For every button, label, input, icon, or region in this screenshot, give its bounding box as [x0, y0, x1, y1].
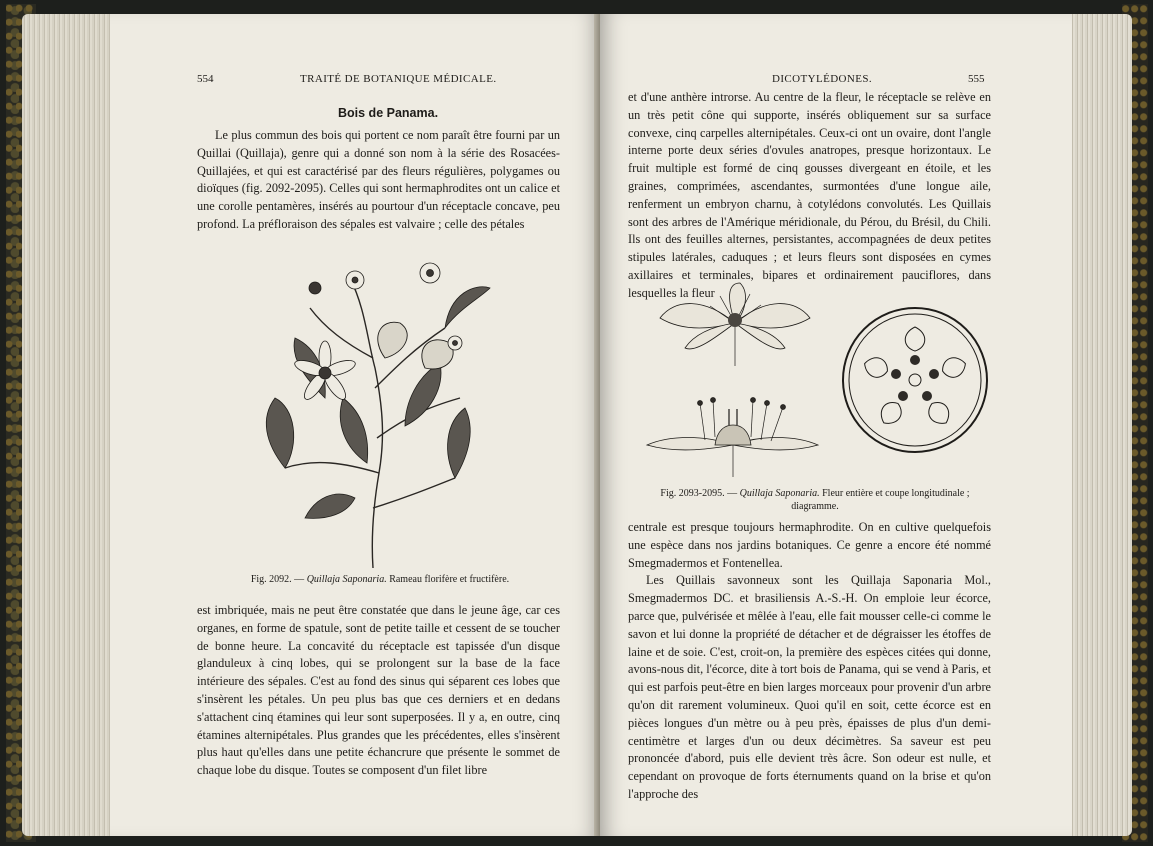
- right-text-bottom: [628, 519, 991, 804]
- left-text-bottom: [197, 602, 560, 780]
- right-running-head: DICOTYLÉDONES.: [772, 73, 873, 85]
- floral-diagram-illustration: [840, 305, 990, 455]
- right-figure-caption: [640, 487, 990, 513]
- left-paragraph-2: est imbriquée, mais ne peut être constatée que dans le jeune âge, car ces organes, en forme de spatule, sont de petite taille et cessent de se toucher de bonne heure. La concavité du réceptacle est tapissée d'un disque glanduleux à cinq lobes, qui se prolongent sur la base de la face intérieure des sépales. C'est au fond des sinus qui séparent ces lobes que s'insèrent les pétales. Un peu plus bas que ces derniers et en dedans s'attachent cinq étamines qui leur sont superposées. Il y a, en outre, cinq étamines alternipétales. Plus grandes que les précédentes, elles s'insèrent plus haut qu'elles dans une petite échancrure que présente le sommet de chaque lobe du disque. Toutes se composent d'un filet libre: [197, 603, 560, 778]
- left-paragraph-1: Le plus commun des bois qui portent ce nom paraît être fourni par un Quillai (Quillaja), genre qui a donné son nom à la série des Rosacées-Quillajées, et qui est caractérisé par des fleurs régulières, polygames ou dioïques (fig. 2092-2095). Celles qui sont hermaphrodites ont un calice et une corolle pentamères, insérés au pourtour d'un réceptacle concave, peu profond. La préfloraison des sépales est valvaire ; celle des pétales: [197, 128, 560, 231]
- left-caption-lead: Fig. 2092. —: [250, 574, 307, 585]
- right-paragraph-3: Les Quillais savonneux sont les Quillaja Saponaria Mol., Smegmadermos DC. et brasiliensis A.-S.-H. On emploie leur écorce, parce que, pulvérisée et mêlée à l'eau, elle fait mousser celle-ci comme le savon et lui donne la propriété de détacher et de dégraisser les étoffes de laine et de soie. C'est, croit-on, la première des espèces citées qui donne, avons-nous dit, l'écorce, dite à tort bois de Panama, qui se vend à Paris, et qui est parfois peut-être en bien larges morceaux pour provenir d'un arbre qu'on dit rarement volumineux. Quoi qu'il en soit, cette écorce est en pièces longues d'un mètre ou à peu près, épaisses de plus d'un demi-centimètre et larges d'un ou deux décimètres. Sa saveur est peu prononcée d'abord, puis elle devient très âcre. Son odeur est nulle, et cependant on provoque de forts éternuments quand on la brise et qu'on l'approche des: [628, 573, 991, 801]
- flower-longitudinal-section-illustration: [645, 395, 820, 480]
- left-text-top: [197, 127, 560, 234]
- right-text-top: [628, 89, 991, 303]
- quillaja-branch-illustration: [255, 248, 495, 570]
- right-caption-rest: Fleur entière et coupe longitudinale ; diagramme.: [791, 488, 970, 512]
- left-page-number: 554: [197, 73, 214, 85]
- right-page-number: 555: [968, 73, 985, 85]
- section-title: Bois de Panama.: [338, 106, 439, 120]
- left-figure-caption: [210, 573, 550, 586]
- left-caption-rest: Rameau florifère et fructifère.: [386, 574, 510, 585]
- right-caption-species: Quillaja Saponaria.: [739, 488, 820, 499]
- right-paragraph-1: et d'une anthère introrse. Au centre de la fleur, le réceptacle se relève en un très petit cône qui supporte, insérés obliquement sur sa surface convexe, cinq carpelles alternipétales. Ceux-ci ont un ovaire, dont l'angle interne porte deux séries d'ovules anatropes, presque horizontaux. Le fruit multiple est formé de cinq gousses divergeant en étoile, et les graines, comprimées, ascendantes, surmontées d'une longue aile, renferment un embryon charnu, à cotylédons convolutés. Les Quillais sont des arbres de l'Amérique méridionale, du Pérou, du Brésil, du Chili. Ils ont des feuilles alternes, persistantes, accompagnées de deux petites stipules latérales, caduques ; et leurs fleurs sont disposées en cymes axillaires et terminales, bipares et ordinairement pauciflores, dans lesquelles la fleur: [628, 90, 991, 300]
- right-caption-lead: Fig. 2093-2095. —: [660, 488, 740, 499]
- page-edges-right: [1070, 14, 1132, 836]
- left-caption-species: Quillaja Saponaria.: [306, 574, 387, 585]
- right-paragraph-2: centrale est presque toujours hermaphrodite. On en cultive quelquefois une espèce dans nos jardins botaniques. Ce genre a encore été nommé Smegmadermos et Fontenellea.: [628, 520, 991, 570]
- page-edges-left: [22, 14, 122, 836]
- flower-whole-illustration: [655, 278, 815, 368]
- left-running-head: TRAITÉ DE BOTANIQUE MÉDICALE.: [300, 73, 497, 85]
